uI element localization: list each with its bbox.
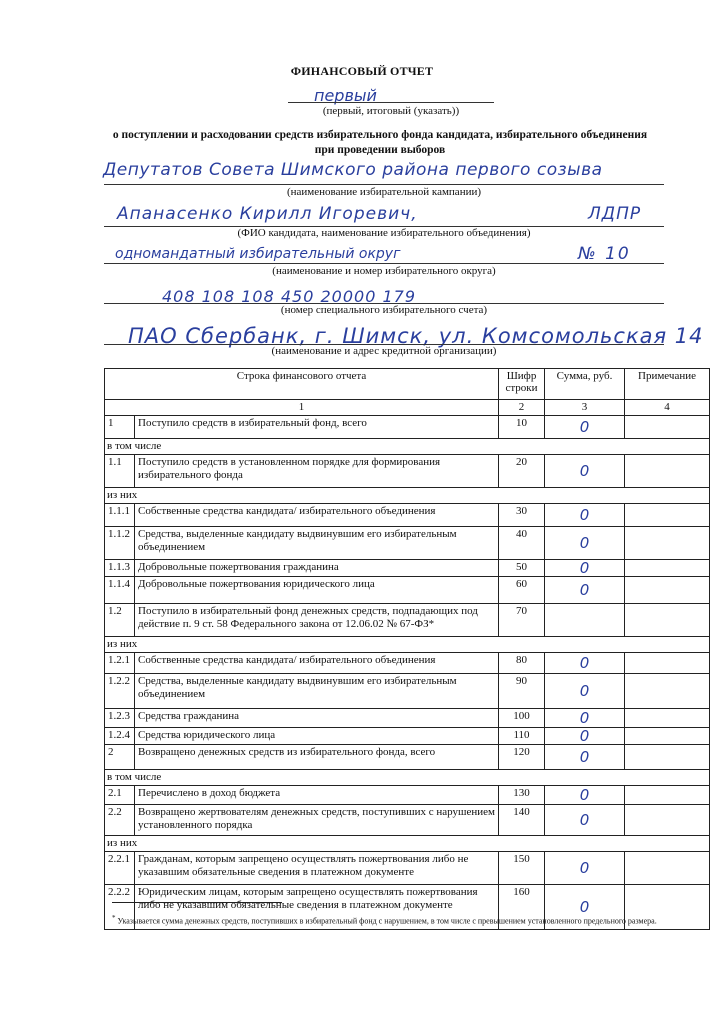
row-description: Собственные средства кандидата/ избирательного объединения (135, 504, 499, 527)
column-number-2: 2 (499, 400, 545, 416)
row-description: Средства юридического лица (135, 728, 499, 745)
row-note (625, 805, 710, 836)
subtitle-line-1: о поступлении и расходовании средств избирательного фонда кандидата, избирательного объединения (112, 129, 648, 141)
section-label-row (105, 439, 710, 455)
header-sum-label: Сумма, руб. (545, 369, 625, 400)
row-number: 2.2.1 (105, 852, 135, 885)
row-number: 1.1.2 (105, 527, 135, 560)
row-number: 1.1.3 (105, 560, 135, 577)
section-label-row (105, 488, 710, 504)
row-number: 1.1 (105, 455, 135, 488)
row-code: 160 (499, 885, 545, 930)
row-sum: 0 (545, 885, 625, 930)
campaign-caption: (наименование избирательной кампании) (286, 186, 482, 198)
row-number: 2 (105, 745, 135, 770)
row-sum: 0 (545, 653, 625, 674)
section-label: из них (105, 836, 710, 852)
footnote (112, 912, 678, 928)
section-label-row (105, 836, 710, 852)
row-description: Средства, выделенные кандидату выдвинувшим его избирательным объединением (135, 527, 499, 560)
row-note (625, 527, 710, 560)
row-code: 60 (499, 577, 545, 604)
table-row (105, 728, 710, 745)
account-value: 408 108 108 450 20000 179 (162, 287, 417, 306)
table-row (105, 674, 710, 709)
row-sum: 0 (545, 416, 625, 439)
candidate-value: Апанасенко Кирилл Игоревич, (117, 204, 418, 224)
row-code: 20 (499, 455, 545, 488)
table-row (105, 504, 710, 527)
row-code: 110 (499, 728, 545, 745)
row-code: 80 (499, 653, 545, 674)
report-kind-caption: (первый, итоговый (указать)) (322, 105, 460, 117)
header-code-label: Шифр строки (499, 369, 545, 400)
table-row (105, 604, 710, 637)
table-row (105, 786, 710, 805)
row-description: Возвращено жертвователям денежных средств, поступивших с нарушением установленного порядка (135, 805, 499, 836)
row-code: 10 (499, 416, 545, 439)
row-note (625, 786, 710, 805)
row-note (625, 653, 710, 674)
candidate-party-value: ЛДПР (588, 204, 642, 224)
row-number: 2.1 (105, 786, 135, 805)
campaign-underline (104, 184, 664, 185)
section-label: из них (105, 488, 710, 504)
row-code: 90 (499, 674, 545, 709)
row-sum (545, 604, 625, 637)
row-note (625, 852, 710, 885)
row-description: Собственные средства кандидата/ избирательного объединения (135, 653, 499, 674)
row-number: 1.2.4 (105, 728, 135, 745)
table-row (105, 852, 710, 885)
row-code: 140 (499, 805, 545, 836)
row-description: Перечислено в доход бюджета (135, 786, 499, 805)
row-description: Возвращено денежных средств из избирательного фонда, всего (135, 745, 499, 770)
row-description: Поступило средств в избирательный фонд, всего (135, 416, 499, 439)
column-number-4: 4 (625, 400, 710, 416)
report-kind-underline (288, 102, 494, 103)
bank-value: ПАО Сбербанк, г. Шимск, ул. Комсомольская 14 (128, 324, 704, 348)
row-note (625, 709, 710, 728)
account-caption: (номер специального избирательного счета) (280, 304, 488, 316)
row-number: 2.2 (105, 805, 135, 836)
row-code: 40 (499, 527, 545, 560)
report-subtitle (60, 128, 700, 158)
table-body (105, 416, 710, 930)
section-label-row (105, 637, 710, 653)
district-caption: (наименование и номер избирательного округа) (272, 265, 496, 277)
row-number: 1.2.1 (105, 653, 135, 674)
row-note (625, 455, 710, 488)
table-number-row (105, 400, 710, 416)
row-sum: 0 (545, 527, 625, 560)
row-sum: 0 (545, 786, 625, 805)
section-label: из них (105, 637, 710, 653)
row-sum: 0 (545, 504, 625, 527)
table-row (105, 416, 710, 439)
section-label-row (105, 770, 710, 786)
row-note (625, 504, 710, 527)
section-label: в том числе (105, 439, 710, 455)
row-number: 1 (105, 416, 135, 439)
district-value: одномандатный избирательный округ (115, 246, 401, 262)
row-description: Средства гражданина (135, 709, 499, 728)
column-number-3: 3 (545, 400, 625, 416)
financial-report-table (104, 368, 710, 930)
column-number-1: 1 (105, 400, 499, 416)
row-code: 120 (499, 745, 545, 770)
row-code: 30 (499, 504, 545, 527)
row-number: 1.1.1 (105, 504, 135, 527)
header-note-label: Примечание (625, 369, 710, 400)
row-sum: 0 (545, 577, 625, 604)
row-note (625, 674, 710, 709)
row-description: Поступило средств в установленном порядке для формирования избирательного фонда (135, 455, 499, 488)
section-label: в том числе (105, 770, 710, 786)
row-number: 2.2.2 (105, 885, 135, 930)
row-sum: 0 (545, 805, 625, 836)
footnote-mark: * (112, 914, 116, 922)
row-description: Поступило в избирательный фонд денежных средств, подпадающих под действие п. 9 ст. 58 Федерального закона от 12.06.02 № 67-ФЗ* (135, 604, 499, 637)
row-number: 1.2 (105, 604, 135, 637)
campaign-value: Депутатов Совета Шимского района первого созыва (103, 160, 603, 180)
footnote-separator (112, 902, 282, 903)
row-note (625, 416, 710, 439)
subtitle-line-2: при проведении выборов (314, 144, 446, 156)
page-title: ФИНАНСОВЫЙ ОТЧЕТ (290, 64, 434, 78)
table-row (105, 745, 710, 770)
row-note (625, 728, 710, 745)
table-row (105, 455, 710, 488)
bank-caption: (наименование и адрес кредитной организации) (271, 345, 497, 357)
row-sum: 0 (545, 745, 625, 770)
table-row (105, 653, 710, 674)
row-code: 50 (499, 560, 545, 577)
row-number: 1.2.3 (105, 709, 135, 728)
row-number: 1.1.4 (105, 577, 135, 604)
footnote-text: Указывается сумма денежных средств, поступивших в избирательный фонд с нарушением, в том числе с превышением установленного предельного размера. (117, 916, 657, 926)
row-note (625, 560, 710, 577)
report-kind-value: первый (314, 86, 377, 105)
row-sum: 0 (545, 728, 625, 745)
row-description: Гражданам, которым запрещено осуществлять пожертвования либо не указавшим обязательные сведения в платежном документе (135, 852, 499, 885)
row-description: Юридическим лицам, которым запрещено осуществлять пожертвования либо не указавшим обязательные сведения в платежном документе (135, 885, 499, 930)
district-number-value: № 10 (578, 244, 631, 264)
row-number: 1.2.2 (105, 674, 135, 709)
row-sum: 0 (545, 560, 625, 577)
header-line-label: Строка финансового отчета (105, 369, 499, 400)
row-sum: 0 (545, 852, 625, 885)
row-sum: 0 (545, 709, 625, 728)
row-description: Добровольные пожертвования юридического лица (135, 577, 499, 604)
row-note (625, 577, 710, 604)
table-row (105, 805, 710, 836)
table-row (105, 709, 710, 728)
row-code: 70 (499, 604, 545, 637)
row-description: Средства, выделенные кандидату выдвинувшим его избирательным объединением (135, 674, 499, 709)
table-row (105, 577, 710, 604)
row-description: Добровольные пожертвования гражданина (135, 560, 499, 577)
row-code: 100 (499, 709, 545, 728)
row-sum: 0 (545, 674, 625, 709)
district-underline (104, 263, 664, 264)
candidate-caption: (ФИО кандидата, наименование избирательного объединения) (237, 227, 531, 239)
row-note (625, 745, 710, 770)
table-header-row (105, 369, 710, 400)
row-code: 130 (499, 786, 545, 805)
row-sum: 0 (545, 455, 625, 488)
table-row (105, 560, 710, 577)
row-note (625, 604, 710, 637)
row-code: 150 (499, 852, 545, 885)
table-row (105, 527, 710, 560)
